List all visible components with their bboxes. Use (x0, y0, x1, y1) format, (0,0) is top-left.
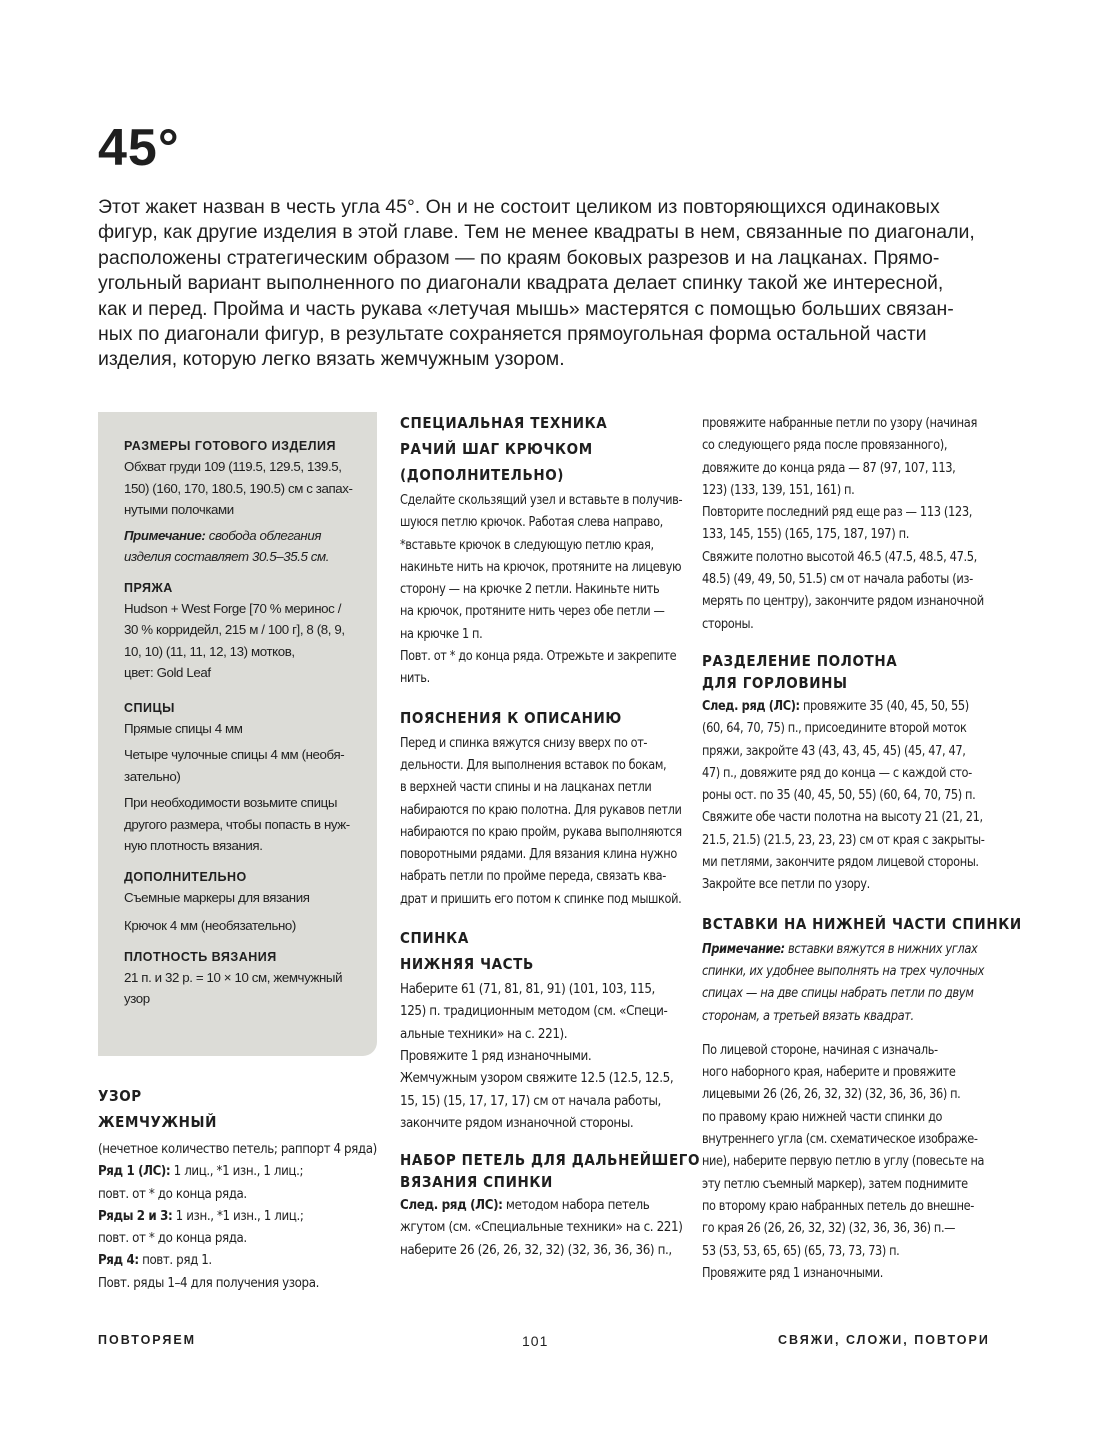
text-line: Повторите последний ряд еще раз — 113 (123, (702, 505, 973, 521)
text-line: ВЯЗАНИЯ СПИНКИ (400, 1173, 553, 1192)
inserts-heading (702, 911, 1022, 937)
text-line: дельности. Для выполнения вставок по бокам, (400, 757, 667, 773)
intro-paragraph (98, 195, 978, 373)
inserts-text (702, 1040, 985, 1285)
text-line: (ДОПОЛНИТЕЛЬНО) (400, 466, 565, 484)
text-line: ПОЯСНЕНИЯ К ОПИСАНИЮ (400, 708, 622, 727)
text-line: Провяжите ряд 1 изнаночными. (702, 1265, 883, 1281)
text-line: Съемные маркеры для вязания (124, 889, 310, 905)
text-line: 123) (133, 139, 151, 161) п. (702, 482, 855, 498)
neck-heading (702, 650, 984, 694)
text-line: накиньте нить на крючок, протяните на лицевую (400, 559, 682, 575)
needles-text-3 (124, 792, 364, 857)
text-line: довяжите до конца ряда — 87 (97, 107, 113, (702, 460, 956, 476)
text-line: ми петлями, закончите рядом лицевой стороны. (702, 855, 979, 871)
text-line: зательно) (124, 768, 181, 784)
text-line: нутыми полочками (124, 502, 234, 517)
text-line: эту петлю съемный маркер), затем поднимите (702, 1176, 968, 1192)
text-line: расположены стратегическим образом — по краям боковых разрезов и на лацканах. Прямо- (98, 246, 940, 269)
explanation-heading (400, 705, 682, 731)
text-line: 21.5, 21.5) (21.5, 23, 23, 23) см от края с закрыты- (702, 832, 985, 848)
cast-on-heading (400, 1149, 701, 1193)
text-line: закончите рядом изнаночной стороны. (400, 1115, 634, 1131)
text-line: по второму краю набранных петель до внешне- (702, 1198, 974, 1214)
text-line: РАЧИЙ ШАГ КРЮЧКОМ (400, 440, 593, 458)
sizes-note: Примечание: свобода облегания изделия составляет 30.5–35.5 см. (124, 527, 330, 564)
text-line: набираются по краю пройм, рукава выполняются (400, 824, 682, 840)
needles-text-1 (124, 718, 364, 740)
text-line: го края 26 (26, 26, 32, 32) (32, 36, 36, 36) п.— (702, 1221, 956, 1237)
text-line: наберите 26 (26, 26, 32, 32) (32, 36, 36, 36) п., (400, 1242, 672, 1258)
text-line: альные техники» на с. 221). (400, 1026, 568, 1042)
text-line: на крючке 1 п. (400, 626, 483, 642)
text-line: Прямые спицы 4 мм (124, 720, 243, 736)
text-line: ДЛЯ ГОРЛОВИНЫ (702, 673, 848, 692)
text-line: пряжи, закройте 43 (43, 43, 45, 45) (45, 47, 47, (702, 743, 966, 759)
text-line: Жемчужным узором свяжите 12.5 (12.5, 12.5, (400, 1071, 674, 1087)
tech-heading (400, 410, 682, 488)
text-line: набрать петли по пройме переда, связать ква- (400, 869, 666, 885)
footer-right: СВЯЖИ, СЛОЖИ, ПОВТОРИ (778, 1333, 990, 1347)
text-line: цвет: Gold Leaf (124, 665, 211, 680)
page-number: 101 (522, 1333, 549, 1349)
sizes-text (124, 456, 364, 521)
text-line: Обхват груди 109 (119.5, 129.5, 139.5, (124, 459, 342, 474)
text-line: стороны. (702, 616, 754, 632)
gauge-heading: ПЛОТНОСТЬ ВЯЗАНИЯ (124, 949, 277, 964)
text-line: 47) п., довяжите ряд до конца — с каждой сто- (702, 765, 972, 781)
text-line: ние), наберите первую петлю в углу (повесьте на (702, 1154, 985, 1170)
text-line: 133, 145, 155) (165, 175, 187, 197) п. (702, 527, 909, 543)
text-line: лицевыми 26 (26, 26, 32, 32) (32, 36, 36, 36) п. (702, 1087, 961, 1103)
text-line: спицах — на две спицы набрать петли по двум (702, 986, 974, 1002)
text-line: 30 % корридейл, 215 м / 100 г], 8 (8, 9, (124, 622, 345, 637)
back-continue-text (702, 413, 984, 636)
page-title: 45° (98, 119, 180, 177)
text-line: внутреннего угла (см. схематическое изображе- (702, 1132, 978, 1148)
cast-on-text: След. ряд (ЛС): методом набора петель жгутом (см. «Специальные техники» на с. 221) наберите 26 (26, 26, 32, 32) (32, 36, 36, 36) п., (400, 1195, 682, 1262)
text-line: Перед и спинка вяжутся снизу вверх по от- (400, 735, 648, 751)
text-line: спинки, их удобнее выполнять на трех чулочных (702, 963, 984, 979)
text-line: НАБОР ПЕТЕЛЬ ДЛЯ ДАЛЬНЕЙШЕГО (400, 1151, 701, 1170)
text-line: шуюся петлю крючок. Работая слева направо, (400, 515, 663, 531)
text-line: сторону — на крючке 2 петли. Накиньте нить (400, 582, 660, 598)
gauge-text (124, 967, 364, 1010)
text-line: как и перед. Пройма и часть рукава «летучая мышь» мастерятся с помощью больших связан- (98, 297, 954, 320)
text-line: фигур, как другие изделия в этой главе. Тем не менее квадраты в нем, связанные по диагонали, (98, 221, 975, 244)
yarn-heading: ПРЯЖА (124, 580, 173, 595)
text-line: роны ост. по 35 (40, 45, 50, 55) (60, 64, 70, 75) п. (702, 788, 976, 804)
pattern-text: (нечетное количество петель; раппорт 4 ряда) Ряд 1 (ЛС): 1 лиц., *1 изн., 1 лиц.; повт. от * до конца ряда. Ряды 2 и 3: 1 изн., *1 изн., 1 лиц.; повт. от * до конца ряда. Ряд 4: повт. ряд 1. Повт. ряды 1–4 для получения узора. (98, 1142, 377, 1291)
text-line: 10, 10) (11, 11, 12, 13) мотков, (124, 643, 295, 659)
text-line: по правому краю нижней части спинки до (702, 1109, 943, 1125)
text-line: изделия, которую легко вязать жемчужным узором. (98, 348, 565, 371)
text-line: *вставьте крючок в следующую петлю края, (400, 537, 654, 553)
text-line: РАЗДЕЛЕНИЕ ПОЛОТНА (702, 651, 898, 670)
text-line: Hudson + West Forge [70 % меринос / (124, 600, 341, 616)
materials-box (98, 412, 377, 1056)
neck-text: След. ряд (ЛС): провяжите 35 (40, 45, 50, 55) (60, 64, 70, 75) п., присоедините второй моток пряжи, закройте 43 (43, 43, 45, 45) (45, 47, 47, 47) п., довяжите ряд до конца — с каждой сто- роны ост. по 35 (40, 45, 50, 55) (60, 64, 70, 75) п. Свяжите обе части полотна на высоту 21 (21, 21, 21.5, 21.5) (21.5, 23, 23, 23) см от края с закрыты- ми петлями, закончите рядом лицевой стороны. Закройте все петли по узору. (702, 696, 971, 897)
text-line: 21 п. и 32 р. = 10 × 10 см, жемчужный (124, 969, 343, 985)
extra-text-1 (124, 887, 364, 909)
text-line: со следующего ряда после провязанного), (702, 438, 948, 454)
text-line: При необходимости возьмите спицы (124, 795, 338, 810)
text-line: СПЕЦИАЛЬНАЯ ТЕХНИКА (400, 414, 608, 432)
text-line: узор (124, 991, 150, 1006)
text-line: 48.5) (49, 49, 50, 51.5) см от начала работы (из- (702, 572, 973, 588)
needles-heading: СПИЦЫ (124, 700, 175, 715)
needles-text-2 (124, 744, 364, 787)
text-line: Четыре чулочные спицы 4 мм (необя- (124, 747, 345, 762)
tech-text (400, 490, 683, 691)
text-line: поворотными рядами. Для вязания клина нужно (400, 847, 677, 863)
text-line: СПИНКА (400, 929, 469, 948)
text-line: мерять по центру), закончите рядом изнаночной (702, 594, 984, 610)
text-line: Крючок 4 мм (необязательно) (124, 918, 296, 933)
text-line: Сделайте скользящий узел и вставьте в получив- (400, 493, 683, 508)
pattern-heading: УЗОР ЖЕМЧУЖНЫЙ (98, 1087, 217, 1131)
text-line: Свяжите полотно высотой 46.5 (47.5, 48.5, 47.5, (702, 549, 977, 565)
extra-heading: ДОПОЛНИТЕЛЬНО (124, 869, 247, 884)
text-line: драт и пришить его потом к спинке под мышкой. (400, 891, 682, 907)
text-line: другого размера, чтобы попасть в нуж- (124, 816, 350, 832)
text-line: Свяжите обе части полотна на высоту 21 (21, 21, (702, 810, 983, 826)
text-line: Повт. от * до конца ряда. Отрежьте и закрепите (400, 649, 677, 665)
sizes-heading: РАЗМЕРЫ ГОТОВОГО ИЗДЕЛИЯ (124, 439, 336, 453)
text-line: (60, 64, 70, 75) п., присоедините второй моток (702, 721, 967, 737)
text-line: Закройте все петли по узору. (702, 877, 870, 893)
text-line: Этот жакет назван в честь угла 45°. Он и не состоит целиком из повторяющихся одинаковых (98, 196, 940, 218)
column-3 (702, 413, 1022, 1285)
pattern-section (98, 1083, 377, 1295)
text-line: сторонам, а третьей вязать квадрат. (702, 1008, 914, 1024)
text-line: 150) (160, 170, 180.5, 190.5) см с запах- (124, 480, 353, 496)
text-line: ВСТАВКИ НА НИЖНЕЙ ЧАСТИ СПИНКИ (702, 914, 1022, 933)
text-line: жгутом (см. «Специальные техники» на с. 221) (400, 1220, 683, 1236)
text-line: НИЖНЯЯ ЧАСТЬ (400, 955, 534, 974)
back-heading (400, 925, 682, 977)
extra-text-2 (124, 915, 364, 937)
text-line: Наберите 61 (71, 81, 81, 91) (101, 103, 115, (400, 982, 655, 998)
text-line: 125) п. традиционным методом (см. «Специ- (400, 1004, 668, 1020)
footer-left: ПОВТОРЯЕМ (98, 1333, 197, 1347)
text-line: По лицевой стороне, начиная с изначаль- (702, 1042, 938, 1058)
text-line: в верхней части спины и на лацканах петли (400, 780, 652, 796)
text-line: угольный вариант выполненного по диагонали квадрата делает спинку такой же интересной, (98, 272, 944, 295)
back-text (400, 979, 682, 1135)
text-line: ных по диагонали фигур, в результате сохраняется прямоугольная форма остальной части (98, 323, 927, 346)
yarn-text (124, 598, 364, 684)
text-line: набираются по краю полотна. Для рукавов петли (400, 802, 682, 818)
text-line: нить. (400, 671, 430, 687)
text-line: 15, 15) (15, 17, 17, 17) см от начала работы, (400, 1093, 661, 1109)
text-line: ного наборного края, наберите и провяжите (702, 1065, 956, 1081)
text-line: ную плотность вязания. (124, 838, 263, 853)
text-line: Провяжите 1 ряд изнаночными. (400, 1048, 592, 1064)
text-line: провяжите набранные петли по узору (начиная (702, 416, 977, 431)
text-line: 53 (53, 53, 65, 65) (65, 73, 73, 73) п. (702, 1243, 900, 1259)
column-2 (400, 410, 701, 1262)
text-line: на крючок, протяните нить через обе петли — (400, 604, 665, 620)
inserts-note: Примечание: вставки вяжутся в нижних углах спинки, их удобнее выполнять на трех чулочных спицах — на две спицы набрать петли по двум сторонам, а третьей вязать квадрат. (702, 939, 972, 1028)
explanation-text (400, 733, 682, 911)
